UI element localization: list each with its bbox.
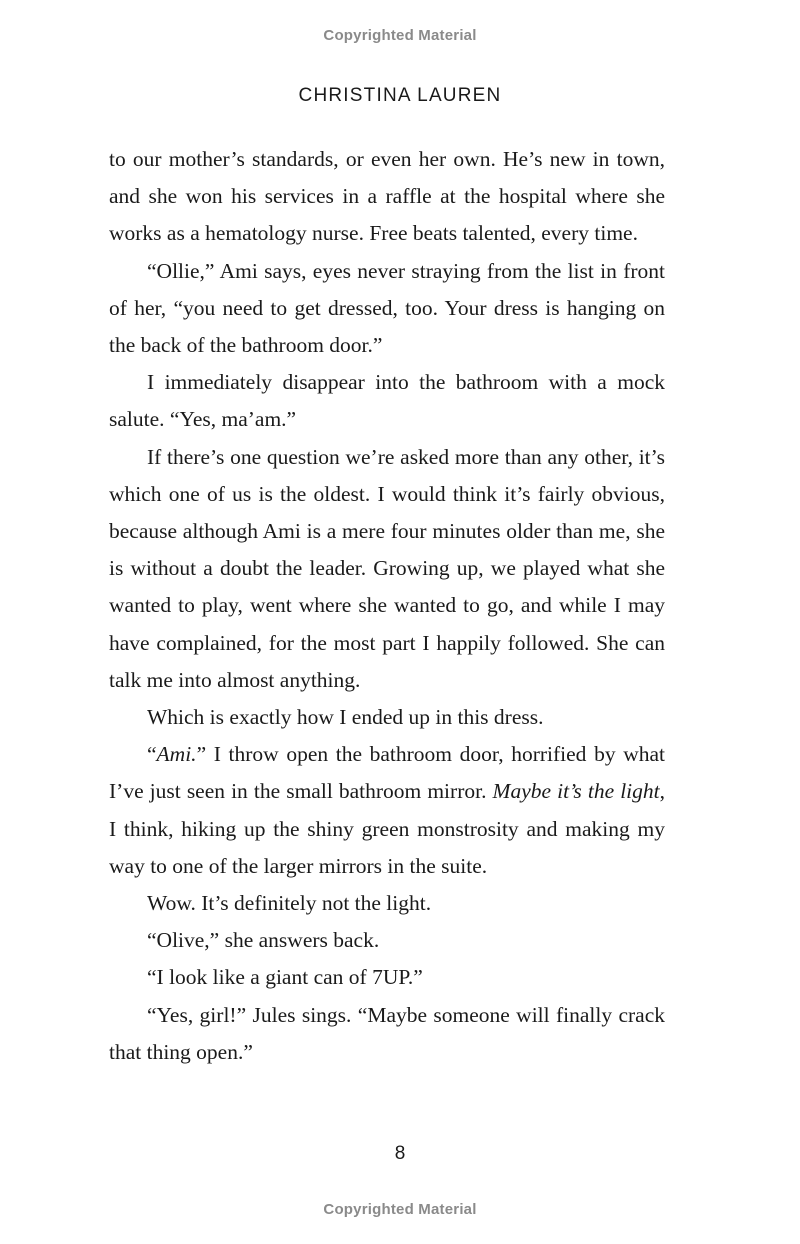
- paragraph-3: I immediately disappear into the bathroom with a mock salute. “Yes, ma’am.”: [109, 370, 665, 432]
- body-text: [109, 141, 665, 1071]
- paragraph-8: “Olive,” she answers back.: [147, 928, 380, 953]
- paragraph-6-end: , I think, hiking up the shiny green monstrosity and making my way to one of the larger mirrors in the suite.: [109, 779, 665, 878]
- paragraph-7: Wow. It’s definitely not the light.: [147, 891, 432, 916]
- paragraph-5: Which is exactly how I ended up in this dress.: [147, 705, 544, 730]
- paragraph-2: “Ollie,” Ami says, eyes never straying from the list in front of her, “you need to get dressed, too. Your dress is hanging on the back of the bathroom door.”: [109, 258, 665, 358]
- italic-name: Ami.: [156, 742, 197, 767]
- paragraph-4: If there’s one question we’re asked more than any other, it’s which one of us is the oldest. I would think it’s fairly obvious, because although Ami is a mere four minutes older than me, she is without a doubt the leader. Growing up, we played what she wanted to play, went where she wanted to go, and while I may have complained, for the most part I happily followed. She can talk me into almost anything.: [109, 444, 665, 692]
- copyright-watermark-top: Copyrighted Material: [323, 27, 477, 44]
- running-head-author: CHRISTINA LAUREN: [298, 85, 502, 106]
- italic-thought: Maybe it’s the light: [492, 779, 660, 804]
- copyright-watermark-bottom: Copyrighted Material: [323, 1201, 477, 1218]
- paragraph-10: “Yes, girl!” Jules sings. “Maybe someone will finally crack that thing open.”: [109, 1002, 665, 1064]
- paragraph-6: [109, 736, 665, 885]
- paragraph-1: to our mother’s standards, or even her own. He’s new in town, and she won his services in a raffle at the hospital where she works as a hematology nurse. Free beats talented, every time.: [109, 147, 665, 246]
- open-quote: “: [147, 742, 157, 767]
- page-number: 8: [394, 1143, 406, 1164]
- paragraph-6-middle: ” I throw open the bathroom door, horrified by what I’ve just seen in the small bathroom mirror.: [109, 742, 665, 804]
- paragraph-9: “I look like a giant can of 7UP.”: [147, 965, 423, 990]
